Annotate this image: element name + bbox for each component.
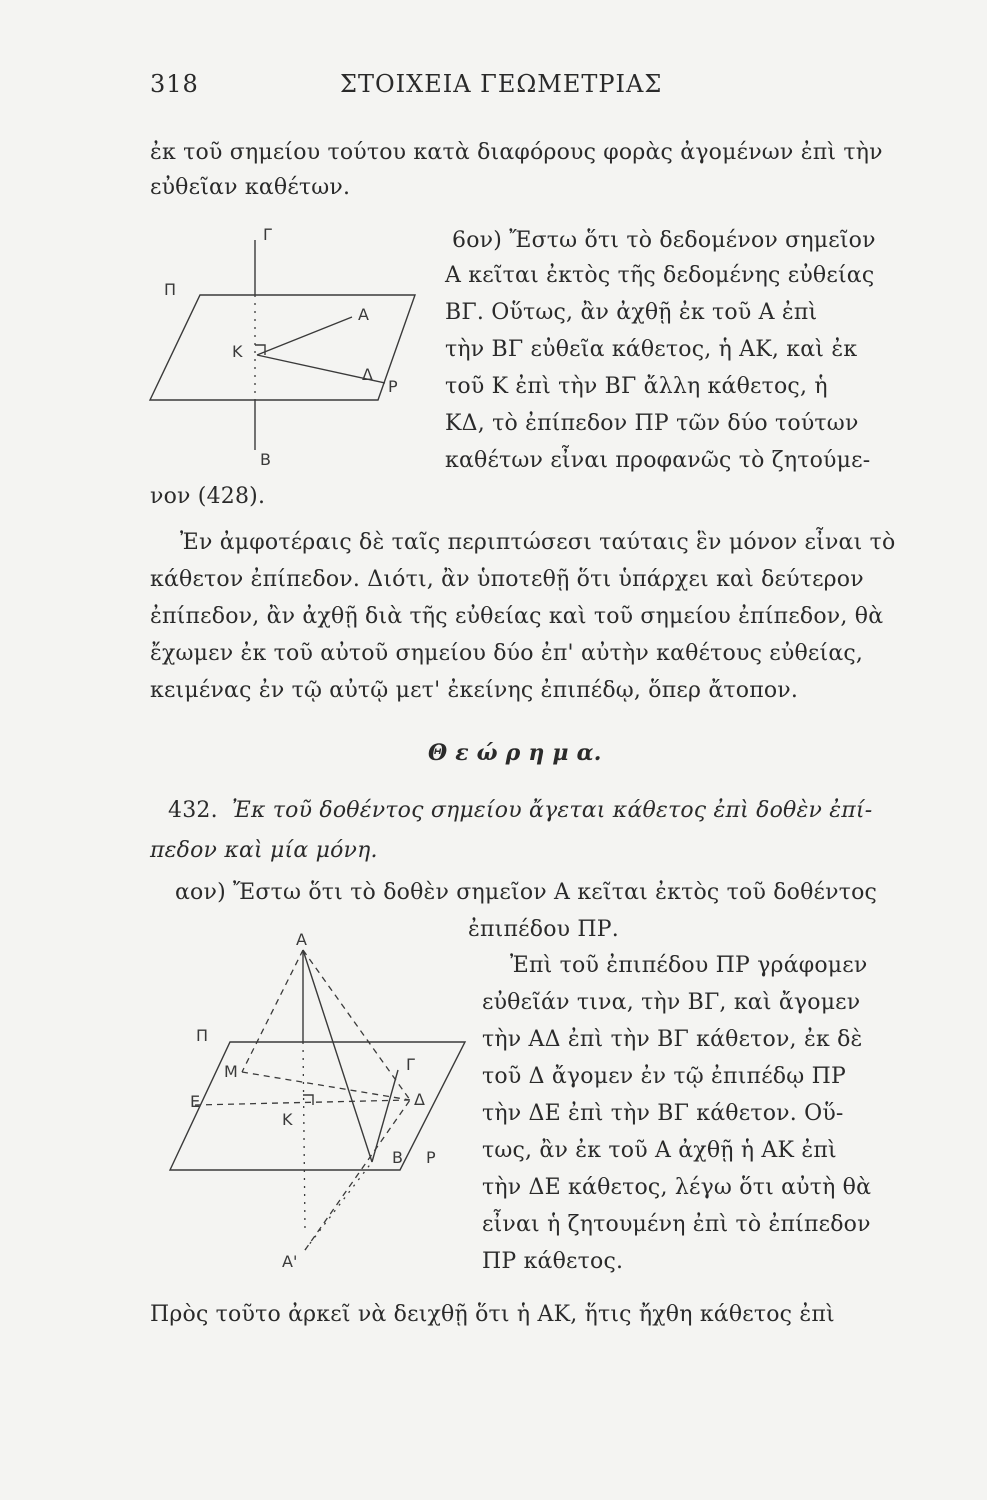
case1-line5: τὴν ΑΔ ἐπὶ τὴν ΒΓ κάθετον, ἐκ δὲ — [482, 1027, 863, 1052]
theorem-number: 432. — [168, 798, 218, 823]
line-am — [242, 950, 303, 1072]
case2-line2: Α κεῖται ἐκτὸς τῆς δεδομένης εὐθείας — [445, 263, 875, 288]
case2-line4: τὴν ΒΓ εὐθεῖα κάθετος, ἡ ΑΚ, καὶ ἐκ — [445, 337, 858, 362]
para1-line1: ἐκ τοῦ σημείου τούτου κατὰ διαφόρους φορὰς ἀγομένων ἐπὶ τὴν — [150, 140, 883, 165]
fig2-label-gamma: Γ — [406, 1055, 415, 1074]
fig2-label-alpha-prime: Α' — [282, 1252, 298, 1271]
fig2-label-alpha: Α — [296, 930, 307, 949]
fig2-label-epsilon: Ε — [190, 1092, 201, 1111]
line-a2-d — [305, 1100, 410, 1250]
plane-pr — [150, 295, 415, 400]
case2-line6: ΚΔ, τὸ ἐπίπεδον ΠΡ τῶν δύο τούτων — [445, 411, 859, 436]
case2-line3: ΒΓ. Οὕτως, ἂν ἀχθῇ ἐκ τοῦ Α ἐπὶ — [445, 300, 818, 325]
page-number: 318 — [150, 70, 199, 98]
fig2-label-rho: Ρ — [426, 1148, 436, 1167]
case1-line6: τοῦ Δ ἄγομεν ἐν τῷ ἐπιπέδῳ ΠΡ — [482, 1064, 846, 1089]
line-a2-b — [305, 1162, 372, 1250]
fig1-label-kappa: Κ — [232, 342, 243, 361]
line-ed — [195, 1100, 410, 1105]
fig1-label-beta: Β — [260, 450, 271, 469]
figure-1 — [140, 225, 430, 485]
case1-line11: ΠΡ κάθετος. — [482, 1249, 624, 1274]
line-ka — [257, 317, 352, 355]
line-ad — [303, 950, 410, 1100]
fig2-label-pi: Π — [196, 1026, 209, 1045]
line-ak-hidden — [303, 1042, 305, 1230]
figure-2 — [160, 930, 470, 1270]
case1-line1: αον) Ἔστω ὅτι τὸ δοθὲν σημεῖον Α κεῖται ἐκτὸς τοῦ δοθέντος — [175, 880, 878, 905]
case2-line8: νον (428). — [150, 484, 266, 509]
case2-line1: 6ον) Ἔστω ὅτι τὸ δεδομένον σημεῖον — [452, 228, 876, 253]
theorem-statement-line1: Ἐκ τοῦ δοθέντος σημείου ἄγεται κάθετος ἐπὶ δοθὲν ἐπί- — [232, 798, 873, 823]
case1-line10: εἶναι ἡ ζητουμένη ἐπὶ τὸ ἐπίπεδον — [482, 1212, 871, 1237]
case1-line4: εὐθεῖάν τινα, τὴν ΒΓ, καὶ ἄγομεν — [482, 990, 861, 1015]
case1-line3: Ἐπὶ τοῦ ἐπιπέδου ΠΡ γράφομεν — [510, 953, 868, 978]
fig1-label-rho: Ρ — [388, 377, 398, 396]
theorem-heading: Θ ε ώ ρ η μ α. — [428, 740, 602, 766]
theorem-statement-line2: πεδον καὶ μία μόνη. — [150, 838, 378, 863]
fig2-label-kappa: Κ — [282, 1110, 293, 1129]
running-title: ΣΤΟΙΧΕΙΑ ΓΕΩΜΕΤΡΙΑΣ — [340, 70, 663, 98]
fig2-label-mu: Μ — [224, 1062, 238, 1081]
case1-line9: τὴν ΔΕ κάθετος, λέγω ὅτι αὐτὴ θὰ — [482, 1175, 872, 1200]
para3-line1: Ἐν ἀμφοτέραις δὲ ταῖς περιπτώσεσι ταύταις ἓν μόνον εἶναι τὸ — [180, 530, 896, 555]
para1-line2: εὐθεῖαν καθέτων. — [150, 175, 351, 200]
fig2-label-beta: Β — [392, 1148, 403, 1167]
para3-line2: κάθετον ἐπίπεδον. Διότι, ἂν ὑποτεθῇ ὅτι ὑπάρχει καὶ δεύτερον — [150, 567, 864, 592]
fig1-label-pi: Π — [164, 280, 177, 299]
fig2-label-delta: Δ — [414, 1090, 425, 1109]
fig1-label-alpha: Α — [358, 305, 369, 324]
line-md — [242, 1072, 410, 1100]
case2-line7: καθέτων εἶναι προφανῶς τὸ ζητούμε- — [445, 448, 871, 473]
para3-line3: ἐπίπεδον, ἂν ἀχθῇ διὰ τῆς εὐθείας καὶ τοῦ σημείου ἐπίπεδον, θὰ — [150, 604, 884, 629]
para3-line5: κειμένας ἐν τῷ αὐτῷ μετ' ἐκείνης ἐπιπέδῳ, ὅπερ ἄτοπον. — [150, 678, 799, 703]
right-angle-mark — [303, 1095, 313, 1105]
fig1-label-gamma: Γ — [263, 225, 272, 244]
case2-line5: τοῦ Κ ἐπὶ τὴν ΒΓ ἄλλη κάθετος, ἡ — [445, 374, 828, 399]
para3-line4: ἔχωμεν ἐκ τοῦ αὐτοῦ σημείου δύο ἐπ' αὐτὴν καθέτους εὐθείας, — [150, 641, 864, 666]
case1-line2: ἐπιπέδου ΠΡ. — [468, 917, 619, 942]
figure-1-drawing — [140, 225, 430, 485]
fig1-label-delta: Δ — [362, 365, 373, 384]
line-ab — [303, 950, 372, 1162]
case1-line8: τως, ἂν ἐκ τοῦ Α ἀχθῇ ἡ ΑΚ ἐπὶ — [482, 1138, 837, 1163]
last-line: Πρὸς τοῦτο ἀρκεῖ νὰ δειχθῇ ὅτι ἡ ΑΚ, ἥτις ἤχθη κάθετος ἐπὶ — [150, 1302, 835, 1327]
case1-line7: τὴν ΔΕ ἐπὶ τὴν ΒΓ κάθετον. Οὕ- — [482, 1101, 844, 1126]
